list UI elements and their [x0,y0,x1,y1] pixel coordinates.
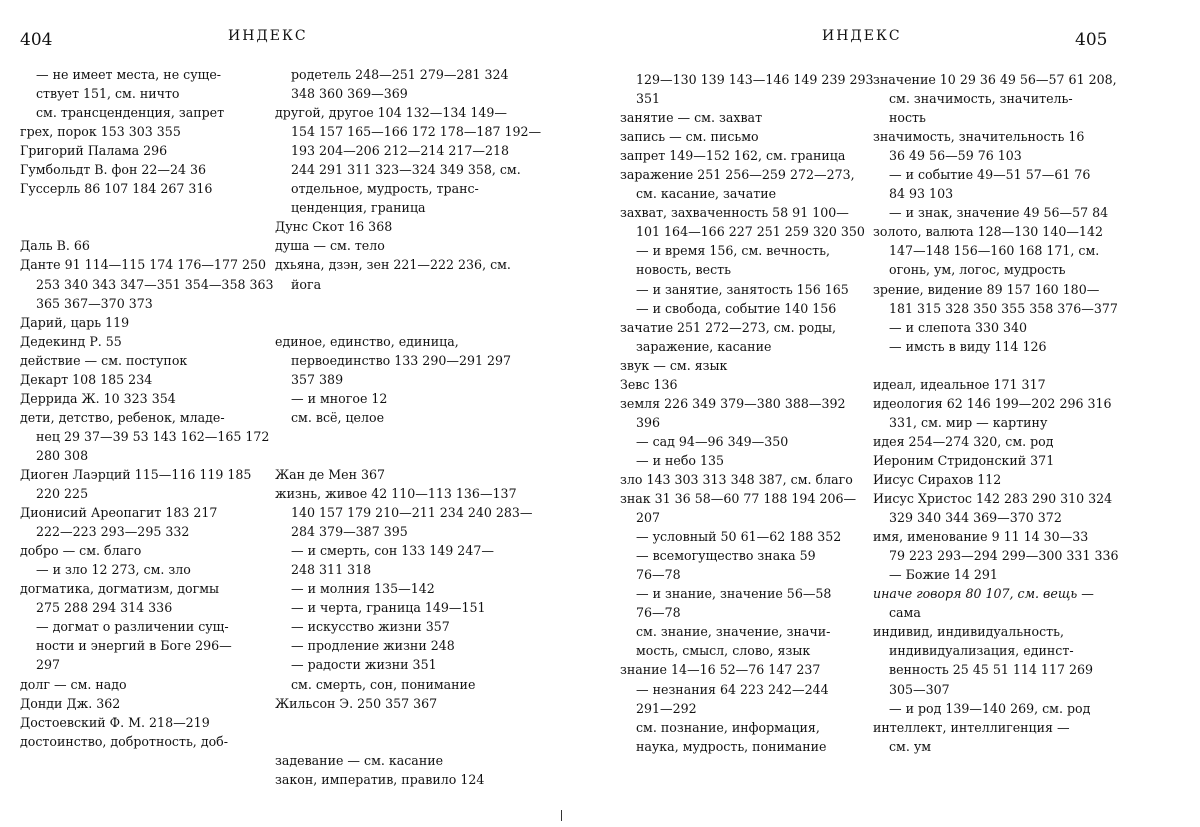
index-line: см. касание, зачатие [636,186,777,202]
index-line: 284 379—387 395 [291,524,408,540]
index-line: — и знак, значение 49 56—57 84 [889,205,1109,221]
blank-line [275,732,541,751]
index-line: зрение, видение 89 157 160 180— [873,281,1100,297]
gutter-mark [561,810,562,821]
index-line: см. знание, значение, значи- [636,624,831,640]
index-line: интеллект, интеллигенция — [873,719,1070,735]
blank-line [275,713,541,732]
index-line: — и смерть, сон 133 149 247— [291,543,494,559]
index-line: см. значимость, значитель- [889,91,1073,107]
index-column-left-1 [20,65,274,751]
index-line: задевание — см. касание [275,752,444,768]
index-line: — не имеет места, не суще- [36,67,222,82]
index-line: Гумбольдт В. фон 22—24 36 [20,162,207,178]
index-line: — и слепота 330 340 [889,319,1028,335]
blank-line [873,356,1119,375]
index-line: 291—292 [636,700,697,716]
index-line: 76—78 [636,567,681,583]
index-line: 275 288 294 314 336 [36,600,173,616]
index-line: 220 225 [36,486,89,502]
index-line: первоединство 133 290—291 297 [291,352,512,368]
index-line: — искусство жизни 357 [291,619,450,635]
index-line: см. трансценденция, запрет [36,105,225,121]
index-line: 84 93 103 [889,186,954,202]
index-line: 396 [636,414,661,430]
index-line: см. познание, информация, [636,719,820,735]
index-line: йога [291,276,322,292]
index-line: запрет 149—152 162, см. граница [620,148,846,164]
index-line: 351 [636,91,661,107]
index-line: Донди Дж. 362 [20,695,121,711]
index-line: 305—307 [889,681,950,697]
index-line: венность 25 45 51 114 117 269 [889,662,1093,678]
index-line: 154 157 165—166 172 178—187 192— [291,124,542,140]
index-line: зло 143 303 313 348 387, см. благо [620,471,853,487]
index-line: заражение 251 256—259 272—273, [620,167,855,183]
index-line: индивидуализация, единст- [889,643,1074,659]
index-line: Достоевский Ф. М. 218—219 [20,714,210,730]
index-line: ствует 151, см. ничто [36,86,180,102]
index-line: звук — см. язык [620,357,728,373]
index-line: зачатие 251 272—273, см. роды, [620,319,837,335]
index-line: — радости жизни 351 [291,657,437,673]
index-line: Дарий, царь 119 [20,314,130,330]
index-line: 331, см. мир — картину [889,414,1048,430]
index-line: 76—78 [636,605,681,621]
index-line: новость, весть [636,262,731,278]
index-line: Иисус Сирахов 112 [873,471,1002,487]
index-line: душа — см. тело [275,238,385,254]
index-line: 253 340 343 347—351 354—358 363 [36,276,274,292]
index-line: идеал, идеальное 171 317 [873,376,1046,392]
index-line: значимость, значительность 16 [873,129,1085,145]
index-line: 129—130 139 143—146 149 239 293 [636,72,874,87]
index-line: — имсть в виду 114 126 [889,338,1047,354]
index-line: догматика, догматизм, догмы [20,581,220,597]
index-line: идеология 62 146 199—202 296 316 [873,395,1112,411]
index-line: Декарт 108 185 234 [20,371,153,387]
running-head-left: ИНДЕКС [228,28,308,44]
index-line: Дунс Скот 16 368 [275,219,393,235]
index-line: 329 340 344 369—370 372 [889,510,1062,526]
index-line: — незнания 64 223 242—244 [636,681,829,697]
index-line: ности и энергий в Боге 296— [36,638,232,654]
index-line: 248 311 318 [291,562,372,578]
index-line: другой, другое 104 132—134 149— [275,105,508,121]
blank-line [275,446,541,465]
index-line: — догмат о различении сущ- [36,619,229,635]
index-line: значение 10 29 36 49 56—57 61 208, [873,72,1117,87]
index-column-right-1 [620,70,874,756]
index-line: см. ум [889,738,932,754]
index-line: Гуссерль 86 107 184 267 316 [20,181,213,197]
index-line: — и род 139—140 269, см. род [889,700,1091,716]
index-line: 357 389 [291,371,344,387]
index-line: Деррида Ж. 10 323 354 [20,390,176,406]
index-line: 140 157 179 210—211 234 240 283— [291,505,533,521]
index-line: 79 223 293—294 299—300 331 336 [889,548,1119,564]
index-line: дхьяна, дзэн, зен 221—222 236, см. [275,257,511,273]
index-line: золото, валюта 128—130 140—142 [873,224,1103,240]
index-line: — и небо 135 [636,452,725,468]
index-line: Жильсон Э. 250 357 367 [275,695,438,711]
index-line: см. всё, целое [291,409,385,425]
index-line: знание 14—16 52—76 147 237 [620,662,821,678]
index-line: жизнь, живое 42 110—113 136—137 [275,486,517,502]
index-line: — всемогущество знака 59 [636,548,816,564]
index-line: — продление жизни 248 [291,638,455,654]
index-line: — и знание, значение 56—58 [636,586,832,602]
index-line: — и черта, граница 149—151 [291,600,486,616]
index-line: Диоген Лаэрций 115—116 119 185 [20,466,252,482]
index-line: 36 49 56—59 76 103 [889,148,1022,164]
index-line: Даль В. 66 [20,238,90,254]
index-line: — Божие 14 291 [889,567,998,583]
index-line: сама [889,605,921,621]
index-line: — и событие 49—51 57—61 76 [889,167,1091,183]
index-line: 244 291 311 323—324 349 358, см. [291,162,521,178]
index-line: 365 367—370 373 [36,295,153,311]
index-line: 348 360 369—369 [291,86,408,102]
index-line: 222—223 293—295 332 [36,524,190,540]
index-line: 181 315 328 350 355 358 376—377 [889,300,1118,316]
index-line: — и свобода, событие 140 156 [636,300,837,316]
index-line: долг — см. надо [20,676,127,692]
index-line: 147—148 156—160 168 171, см. [889,243,1100,259]
index-line: действие — см. поступок [20,352,188,368]
blank-line [20,198,274,217]
index-line: знак 31 36 58—60 77 188 194 206— [620,491,857,507]
blank-line [275,427,541,446]
index-line: 207 [636,510,661,526]
index-line: закон, императив, правило 124 [275,771,485,787]
index-line: идея 254—274 320, см. род [873,433,1054,449]
index-line: см. смерть, сон, понимание [291,676,476,692]
index-line: Григорий Палама 296 [20,143,168,159]
index-line: 193 204—206 212—214 217—218 [291,143,510,159]
index-line: Иероним Стридонский 371 [873,452,1055,468]
index-line: — и молния 135—142 [291,581,435,597]
index-line: Зевс 136 [620,376,678,392]
index-line: индивид, индивидуальность, [873,624,1064,640]
index-line: наука, мудрость, понимание [636,738,827,754]
index-line: занятие — см. захват [620,110,763,126]
index-line: — и занятие, занятость 156 165 [636,281,849,297]
index-line: Иисус Христос 142 283 290 310 324 [873,491,1113,507]
index-line: 101 164—166 227 251 259 320 350 [636,224,865,240]
index-line: ценденция, граница [291,200,426,216]
index-line: иначе говоря 80 107, см. вещь — [873,586,1094,602]
index-line: земля 226 349 379—380 388—392 [620,395,846,411]
index-column-right-2 [873,70,1119,756]
index-line: ность [889,110,926,126]
index-line: Дедекинд Р. 55 [20,333,122,349]
index-line: нец 29 37—39 53 143 162—165 172 [36,428,270,444]
index-line: огонь, ум, логос, мудрость [889,262,1066,278]
index-line: имя, именование 9 11 14 30—33 [873,529,1089,545]
index-column-left-2 [275,65,541,789]
blank-line [275,313,541,332]
index-line: — и зло 12 273, см. зло [36,562,191,578]
index-line: достоинство, добротность, доб- [20,733,228,749]
index-line: Дионисий Ареопагит 183 217 [20,505,218,521]
index-line: грех, порок 153 303 355 [20,124,181,140]
blank-line [20,217,274,236]
blank-line [275,294,541,313]
index-line: отдельное, мудрость, транс- [291,181,479,197]
index-line: родетель 248—251 279—281 324 [291,67,509,82]
index-line: Данте 91 114—115 174 176—177 250 [20,257,267,273]
index-line: — условный 50 61—62 188 352 [636,529,842,545]
index-line: единое, единство, единица, [275,333,459,349]
index-line: Жан де Мен 367 [275,466,386,482]
index-line: захват, захваченность 58 91 100— [620,205,849,221]
index-line: 280 308 [36,447,89,463]
index-line: добро — см. благо [20,543,142,559]
page-number-right: 405 [1075,30,1108,50]
index-line: мость, смысл, слово, язык [636,643,811,659]
index-line: заражение, касание [636,338,772,354]
running-head-right: ИНДЕКС [822,28,902,44]
index-line: 297 [36,657,61,673]
index-line: — и многое 12 [291,390,388,406]
index-line: дети, детство, ребенок, младе- [20,409,225,425]
index-line: запись — см. письмо [620,129,759,145]
index-line: — сад 94—96 349—350 [636,433,789,449]
index-line: — и время 156, см. вечность, [636,243,830,259]
page-number-left: 404 [20,30,53,50]
